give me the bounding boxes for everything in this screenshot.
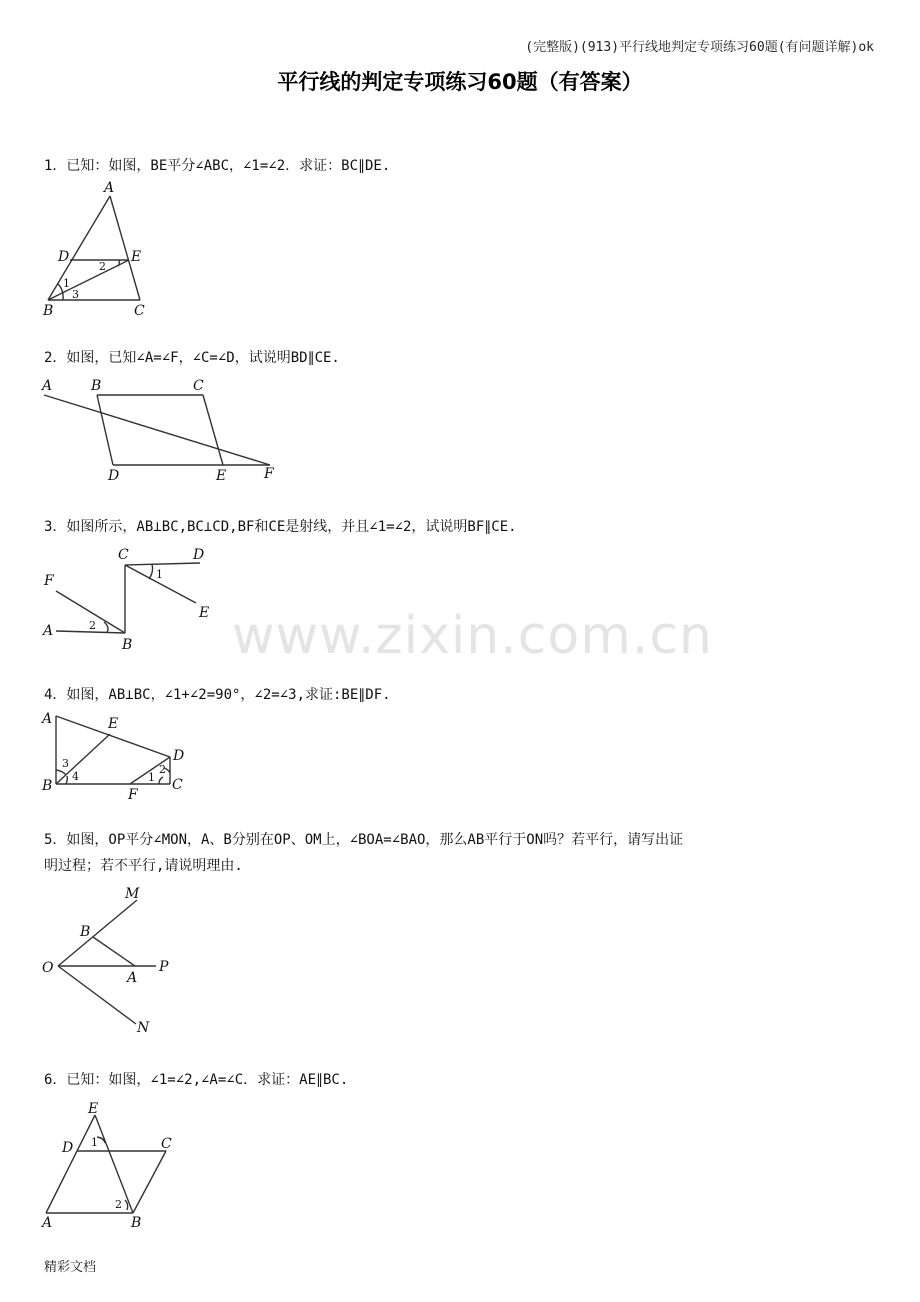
p1-label-a: A xyxy=(104,180,115,196)
p4-label-f: F xyxy=(128,787,138,803)
page-title: 平行线的判定专项练习60题（有答案） xyxy=(277,70,643,94)
problem-5-text-line2: 明过程；若不平行,请说明理由. xyxy=(44,858,243,874)
watermark: www.zixin.com.cn xyxy=(232,606,713,666)
p1-label-b: B xyxy=(43,303,54,319)
p1-angle-3: 3 xyxy=(72,288,79,301)
p6-angle-1: 1 xyxy=(91,1136,98,1149)
p5-label-m: M xyxy=(125,886,140,902)
p1-angle-1: 1 xyxy=(63,277,70,290)
p4-label-b: B xyxy=(42,778,53,794)
p3-label-f: F xyxy=(44,573,54,589)
p5-label-n: N xyxy=(137,1020,150,1036)
problem-1-text: 1．已知：如图，BE平分∠ABC，∠1=∠2．求证：BC∥DE. xyxy=(44,158,391,174)
p1-label-c: C xyxy=(134,303,145,319)
p4-label-d: D xyxy=(173,748,185,764)
p3-label-b: B xyxy=(122,637,133,653)
problem-2-text: 2．如图，已知∠A=∠F，∠C=∠D，试说明BD∥CE. xyxy=(44,350,340,366)
p3-angle-1: 1 xyxy=(156,568,163,581)
p4-angle-2: 2 xyxy=(159,763,166,776)
p1-label-e: E xyxy=(131,249,142,265)
p6-angle-2: 2 xyxy=(115,1198,122,1211)
p4-label-e: E xyxy=(108,716,119,732)
p6-label-e: E xyxy=(88,1101,99,1117)
p5-label-b: B xyxy=(80,924,91,940)
p6-label-b: B xyxy=(131,1215,142,1231)
p4-label-c: C xyxy=(172,777,183,793)
p6-label-c: C xyxy=(161,1136,172,1152)
problem-3-text: 3．如图所示，AB⊥BC,BC⊥CD,BF和CE是射线，并且∠1=∠2，试说明BF∥CE. xyxy=(44,519,517,535)
p3-label-d: D xyxy=(193,547,205,563)
p4-angle-3: 3 xyxy=(62,757,69,770)
p1-angle-2: 2 xyxy=(99,260,106,273)
p2-line-af xyxy=(44,395,270,465)
p2-label-b: B xyxy=(91,378,102,394)
p1-label-d: D xyxy=(58,249,70,265)
p3-label-c: C xyxy=(118,547,129,563)
p4-angle-1: 1 xyxy=(148,771,155,784)
p6-label-a: A xyxy=(42,1215,53,1231)
problem-6-text: 6．已知：如图，∠1=∠2,∠A=∠C．求证：AE∥BC. xyxy=(44,1072,349,1088)
problem-5-text-line1: 5．如图，OP平分∠MON，A、B分别在OP、OM上，∠BOA=∠BAO，那么AB平行于ON吗？若平行，请写出证 xyxy=(44,832,684,848)
p6-label-d: D xyxy=(62,1140,74,1156)
problem-4-text: 4．如图，AB⊥BC，∠1+∠2=90°，∠2=∠3,求证:BE∥DF. xyxy=(44,687,391,703)
p3-label-e: E xyxy=(199,605,210,621)
page-footer: 精彩文档 xyxy=(44,1260,97,1275)
p2-label-d: D xyxy=(108,468,120,484)
p5-label-p: P xyxy=(159,959,169,975)
document-header: (完整版)(913)平行线地判定专项练习60题(有问题详解)ok xyxy=(525,40,874,55)
p5-label-o: O xyxy=(42,960,54,976)
p2-label-a: A xyxy=(42,378,53,394)
p3-angle-2: 2 xyxy=(89,619,96,632)
p5-label-a: A xyxy=(127,970,138,986)
p4-label-a: A xyxy=(42,711,53,727)
p3-label-a: A xyxy=(43,623,54,639)
p2-label-c: C xyxy=(193,378,204,394)
p2-label-e: E xyxy=(216,468,227,484)
p4-angle-4: 4 xyxy=(72,770,79,783)
p2-label-f: F xyxy=(264,466,274,482)
